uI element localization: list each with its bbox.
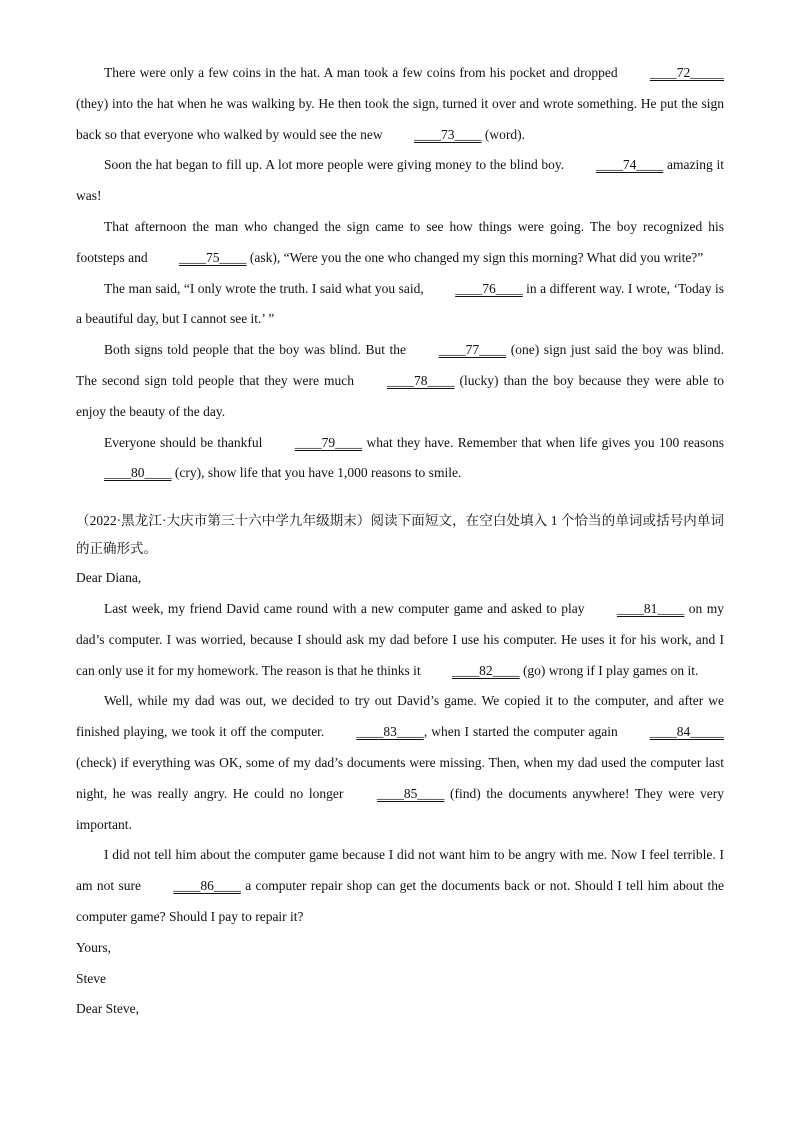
blank-84: ____84_____ <box>649 724 724 740</box>
text: a computer repair shop can get the documents back or not. Should I tell him about the computer game? Should I pay to repair it? <box>76 878 724 924</box>
blank-81: ____81____ <box>616 600 685 616</box>
salutation: Dear Diana, <box>76 570 142 586</box>
text: Last week, my friend David came round with a new computer game and asked to play <box>104 600 589 616</box>
paragraph-1 <box>76 58 724 150</box>
blank-72: ____72_____ <box>649 65 724 80</box>
blank-79: ____79____ <box>294 434 363 450</box>
text: (check) if everything was OK, some of my dad’s documents were missing. Then, when my dad used the computer last night, he was really angry. He could no longer <box>76 754 724 801</box>
document-page <box>76 58 724 1025</box>
paragraph-3 <box>76 212 724 274</box>
blank-74: ____74____ <box>595 157 664 173</box>
text: (lucky) than the boy because they were able to enjoy the beauty of the day. <box>76 372 724 419</box>
blank-83: ____83____ <box>356 724 424 740</box>
text: (one) sign just said the boy was blind. The second sign told people that they were much <box>76 342 724 388</box>
section-heading: （2022·黑龙江·大庆市第三十六中学九年级期末）阅读下面短文，在空白处填入 1 个恰当的单词或括号内单词的正确形式。 <box>76 513 724 557</box>
closing: Yours, <box>76 939 112 955</box>
section-gap <box>76 489 724 507</box>
text: (cry), show life that you have 1,000 reasons to smile. <box>171 465 462 481</box>
text: Both signs told people that the boy was blind. But the <box>104 342 411 358</box>
text: (ask), “Were you the one who changed my sign this morning? What did you write?” <box>246 249 704 265</box>
paragraph-4 <box>76 274 724 336</box>
letter-paragraph-3 <box>76 840 724 932</box>
signature: Steve <box>76 970 106 986</box>
blank-73: ____73____ <box>414 126 482 142</box>
blank-75: ____75____ <box>179 249 247 265</box>
paragraph-6 <box>76 428 724 490</box>
blank-77: ____77____ <box>438 342 507 358</box>
blank-85: ____85____ <box>376 785 445 801</box>
text: Well, while my dad was out, we decided to try out David’s game. We copied it to the computer, and after we finished playing, we took it off the computer. <box>76 693 724 740</box>
blank-76: ____76____ <box>455 280 523 296</box>
text: I did not tell him about the computer game because I did not want him to be angry with me. Now I feel terrible. I am not sure <box>76 847 724 894</box>
text: There were only a few coins in the hat. A man took a few coins from his pocket and dropped <box>104 65 622 80</box>
text: Everyone should be thankful <box>104 434 267 450</box>
text: on my dad’s computer. I was worried, because I should ask my dad before I use his computer. He uses it for his work, and I can only use it for my homework. The reason is that he thinks it <box>76 600 724 678</box>
reply-salutation: Dear Steve, <box>76 1001 139 1017</box>
blank-80: ____80____ <box>104 465 172 481</box>
letter-paragraph-2 <box>76 686 724 840</box>
blank-82: ____82____ <box>452 662 520 678</box>
text: (they) into the hat when he was walking by. He then took the sign, turned it over and wrote something. He put the sign back so that everyone who walked by would see the new <box>76 95 724 142</box>
text: , when I started the computer again <box>423 724 622 740</box>
paragraph-2 <box>76 150 724 212</box>
text: (find) the documents anywhere! They were very important. <box>76 785 724 832</box>
blank-78: ____78____ <box>387 372 455 388</box>
text: in a different way. I wrote, ‘Today is a beautiful day, but I cannot see it.’ ” <box>76 280 724 327</box>
text: That afternoon the man who changed the sign came to see how things were going. The boy recognized his footsteps and <box>76 218 724 265</box>
text: amazing it was! <box>76 157 724 204</box>
letter-paragraph-1 <box>76 594 724 686</box>
text: (go) wrong if I play games on it. <box>519 662 699 678</box>
text: what they have. Remember that when life gives you 100 reasons <box>362 434 724 450</box>
text: The man said, “I only wrote the truth. I said what you said, <box>104 280 428 296</box>
text: Soon the hat began to fill up. A lot more people were giving money to the blind boy. <box>104 157 568 173</box>
paragraph-5 <box>76 335 724 427</box>
blank-86: ____86____ <box>173 878 241 894</box>
text: (word). <box>481 126 526 142</box>
